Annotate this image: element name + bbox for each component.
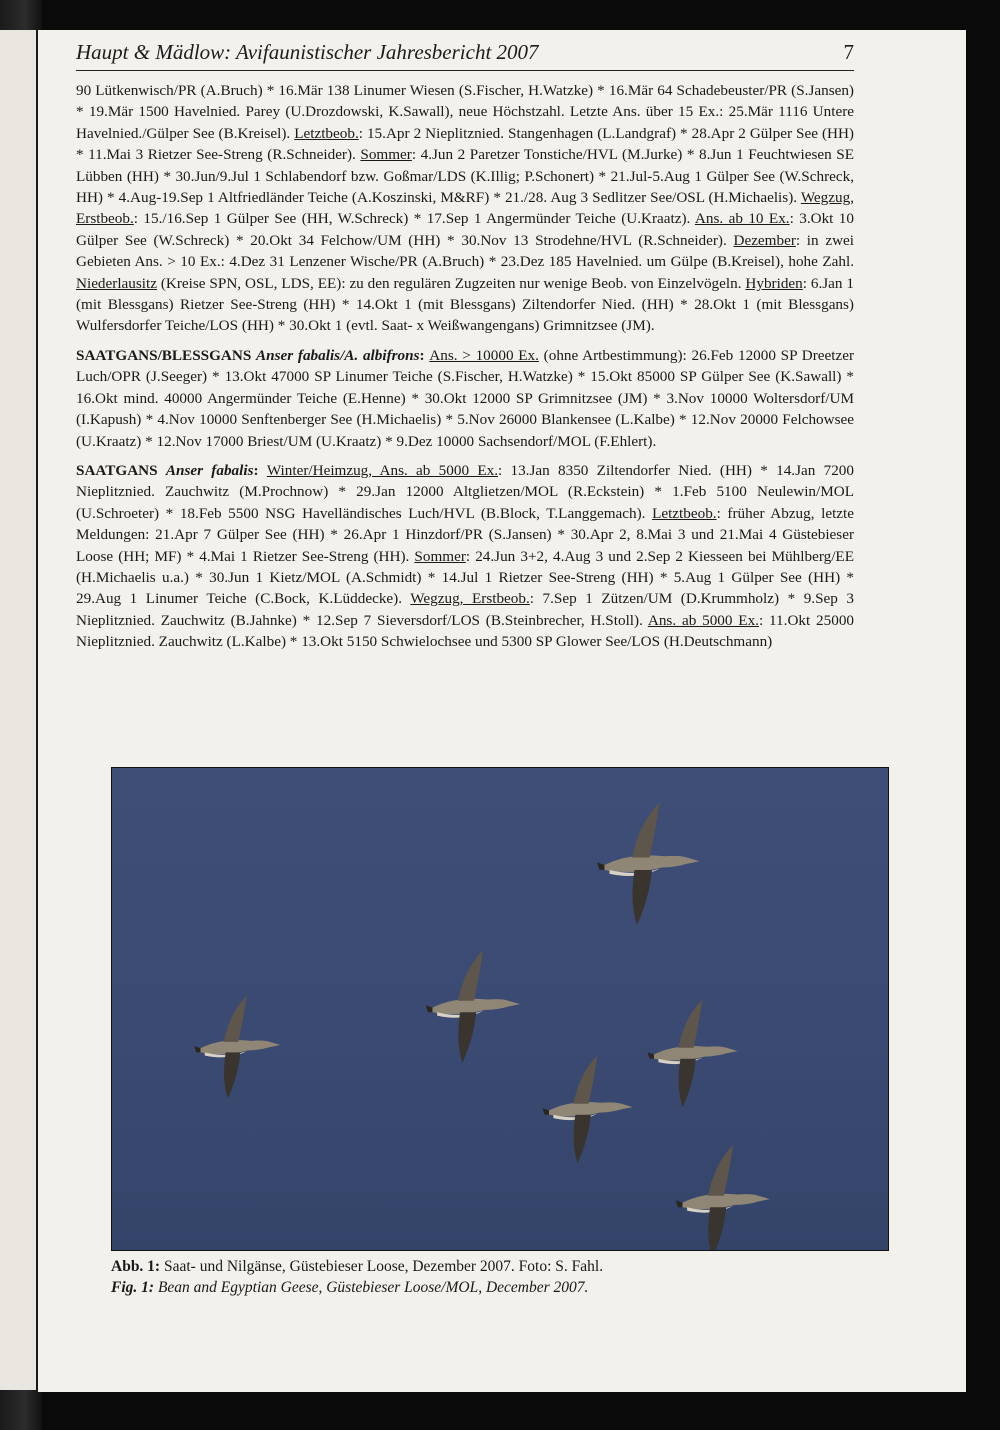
- goose-4: [647, 999, 737, 1107]
- goose-6: [676, 1145, 770, 1250]
- species-heading: SAATGANS: [76, 461, 158, 479]
- caption-english: Fig. 1: Bean and Egyptian Geese, Güstebieser Loose/MOL, December 2007.: [111, 1279, 589, 1296]
- scientific-name: Anser fabalis/A. albifrons: [256, 346, 420, 364]
- geese-photo: [111, 767, 889, 1251]
- goose-3: [194, 996, 280, 1099]
- species-heading: SAATGANS/BLESSGANS: [76, 346, 252, 364]
- body-text: [76, 80, 854, 661]
- goose-1: [597, 803, 700, 926]
- running-header: [76, 40, 854, 71]
- page-number: 7: [843, 40, 854, 64]
- paragraph-saatgans-blessgans: SAATGANS/BLESSGANS Anser fabalis/A. albifrons: Ans. > 10000 Ex. (ohne Artbestimmung): 26.Feb 12000 SP Dreetzer Luch/OPR (J.Seeger) * 13.Okt 47000 SP Linumer Teiche (S.Fischer, H.Watzke) * 15.Okt 85000 SP Gülper See (K.Sawall) * 16.Okt mind. 40000 Angermünder Teiche (E.Henne) * 30.Okt 12000 SP Grimnitzsee (JM) * 3.Nov 10000 Woltersdorf/UM (I.Kapush) * 4.Nov 10000 Senftenberger See (H.Michaelis) * 5.Nov 26000 Blankensee (L.Kalbe) * 12.Nov 20000 Felchowsee (U.Kraatz) * 12.Nov 17000 Briest/UM (U.Kraatz) * 9.Dez 10000 Sachsendorf/MOL (F.Ehlert).: [76, 346, 855, 450]
- scientific-name: Anser fabalis: [165, 461, 254, 479]
- figure-caption: [111, 1256, 887, 1298]
- running-title: Haupt & Mädlow: Avifaunistischer Jahresbericht 2007: [76, 40, 539, 64]
- goose-5: [542, 1055, 632, 1163]
- caption-german: Abb. 1: Saat- und Nilgänse, Güstebieser Loose, Dezember 2007. Foto: S. Fahl.: [111, 1258, 604, 1275]
- previous-page-edge: [0, 30, 36, 1390]
- goose-2: [426, 950, 520, 1063]
- paragraph-saatgans: SAATGANS Anser fabalis: Winter/Heimzug, Ans. ab 5000 Ex.: 13.Jan 8350 Ziltendorfer Nied. (HH) * 14.Jan 7200 Nieplitznied. Zauchwitz (M.Prochnow) * 29.Jan 12000 Altglietzen/MOL (R.Eckstein) * 1.Feb 5100 Neulewin/MOL (U.Schroeter) * 18.Feb 5500 NSG Havelländisches Luch/HVL (B.Block, T.Langgemach). Letztbeob.: früher Abzug, letzte Meldungen: 21.Apr 7 Gülper See (HH) * 26.Apr 1 Hinzdorf/PR (S.Jansen) * 30.Apr 2, 8.Mai 3 und 21.Mai 4 Güstebieser Loose (HH; MF) * 4.Mai 1 Rietzer See-Streng (HH). Sommer: 24.Jun 3+2, 4.Aug 3 und 2.Sep 2 Kiesseen bei Mühlberg/EE (H.Michaelis u.a.) * 30.Jun 1 Kietz/MOL (A.Schmidt) * 14.Jul 1 Rietzer See-Streng (HH) * 5.Aug 1 Gülper See (HH) * 29.Aug 1 Linumer Teiche (C.Bock, K.Lüddecke). Wegzug, Erstbeob.: 7.Sep 1 Zützen/UM (D.Krummholz) * 9.Sep 3 Nieplitznied. Zauchwitz (B.Jahnke) * 12.Sep 7 Sieversdorf/LOS (B.Steinbrecher, H.Stoll). Ans. ab 5000 Ex.: 11.Okt 25000 Nieplitznied. Zauchwitz (L.Kalbe) * 13.Okt 5150 Schwielochsee und 5300 SP Glower See/LOS (H.Deutschmann): [76, 461, 855, 651]
- paragraph-continued: 90 Lütkenwisch/PR (A.Bruch) * 16.Mär 138 Linumer Wiesen (S.Fischer, H.Watzke) * 16.Mär 64 Schadebeuster/PR (S.Jansen) * 19.Mär 1500 Havelnied. Parey (U.Drozdowski, K.Sawall), neue Höchstzahl. Letzte Ans. über 15 Ex.: 25.Mär 1116 Untere Havelnied./Gülper See (B.Kreisel). Letztbeob.: 15.Apr 2 Nieplitznied. Stangenhagen (L.Landgraf) * 28.Apr 2 Gülper See (HH) * 11.Mai 3 Rietzer See-Streng (R.Schneider). Sommer: 4.Jun 2 Paretzer Tonstiche/HVL (M.Jurke) * 8.Jun 1 Feuchtwiesen SE Lübben (HH) * 30.Jun/9.Jul 1 Schlabendorf bzw. Goßmar/LDS (K.Illig; P.Schonert) * 21.Jul-5.Aug 1 Gülper See (W.Schreck, HH) * 4.Aug-19.Sep 1 Altfriedländer Teiche (A.Koszinski, M&RF) * 21./28. Aug 3 Sedlitzer See/OSL (H.Michaelis). Wegzug, Erstbeob.: 15./16.Sep 1 Gülper See (HH, W.Schreck) * 17.Sep 1 Angermünder Teiche (U.Kraatz). Ans. ab 10 Ex.: 3.Okt 10 Gülper See (W.Schreck) * 20.Okt 34 Felchow/UM (HH) * 30.Nov 13 Strodehne/HVL (R.Schneider). Dezember: in zwei Gebieten Ans. > 10 Ex.: 4.Dez 31 Lenzener Wische/PR (A.Bruch) * 23.Dez 185 Havelnied. um Gülpe (B.Kreisel), hohe Zahl. Niederlausitz (Kreise SPN, OSL, LDS, EE): zu den regulären Zugzeiten nur wenige Beob. von Einzelvögeln. Hybriden: 6.Jan 1 (mit Blessgans) Rietzer See-Streng (HH) * 14.Okt 1 (mit Blessgans) Ziltendorfer Nied. (HH) * 28.Okt 1 (mit Blessgans) Wulfersdorfer Teiche/LOS (HH) * 30.Okt 1 (evtl. Saat- x Weißwangengans) Grimnitzsee (JM).: [76, 82, 855, 335]
